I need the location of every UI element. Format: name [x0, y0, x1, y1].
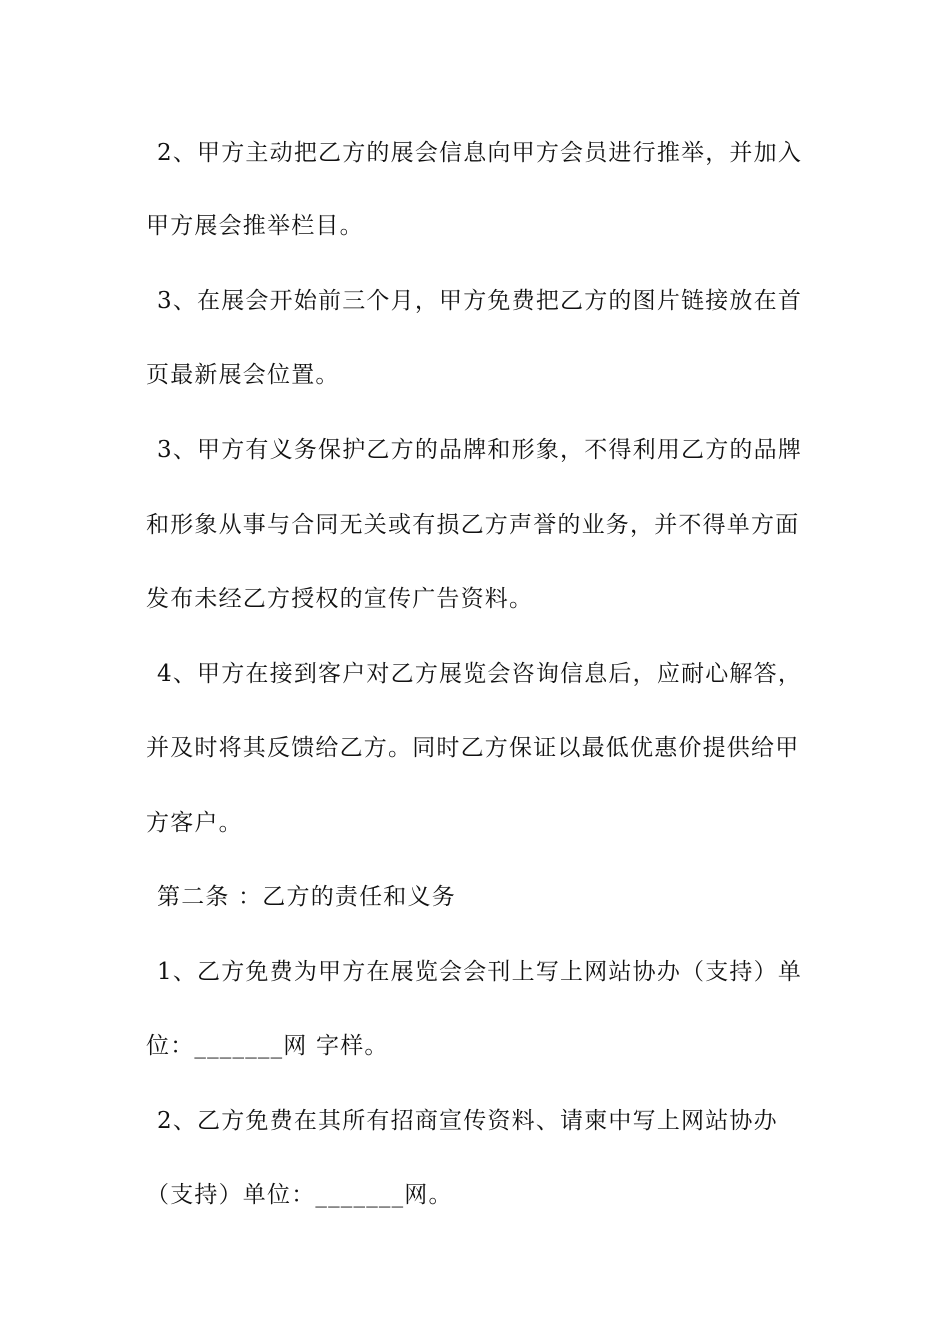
- clause-b1-line-1: 1、乙方免费为甲方在展览会会刊上写上网站协办（支持）单: [157, 959, 803, 985]
- clause-a4-line-2: 并及时将其反馈给乙方。同时乙方保证以最低优惠价提供给甲: [146, 735, 800, 761]
- clause-a4-line-1: 4、甲方在接到客户对乙方展览会咨询信息后，应耐心解答，: [157, 661, 803, 687]
- clause-a3-line-2: 页最新展会位置。: [146, 362, 340, 388]
- clause-a2-line-2: 甲方展会推举栏目。: [146, 213, 364, 239]
- clause-b2-line-2: （支持）单位：_______网。: [146, 1182, 453, 1208]
- clause-b1-line-2: 位：_______网 字样。: [146, 1033, 389, 1059]
- clause-a3b-line-2: 和形象从事与合同无关或有损乙方声誉的业务，并不得单方面: [146, 512, 800, 538]
- clause-b2-line-1: 2、乙方免费在其所有招商宣传资料、请柬中写上网站协办: [157, 1108, 778, 1134]
- clause-a4-line-3: 方客户。: [146, 810, 243, 836]
- clause-a2-line-1: 2、甲方主动把乙方的展会信息向甲方会员进行推举，并加入: [157, 140, 803, 166]
- clause-a3b-line-3: 发布未经乙方授权的宣传广告资料。: [146, 586, 534, 612]
- clause-a3b-line-1: 3、甲方有义务保护乙方的品牌和形象，不得利用乙方的品牌: [157, 437, 803, 463]
- section-heading-article-2: 第二条 ：乙方的责任和义务: [157, 884, 456, 910]
- clause-a3-line-1: 3、在展会开始前三个月，甲方免费把乙方的图片链接放在首: [157, 288, 803, 314]
